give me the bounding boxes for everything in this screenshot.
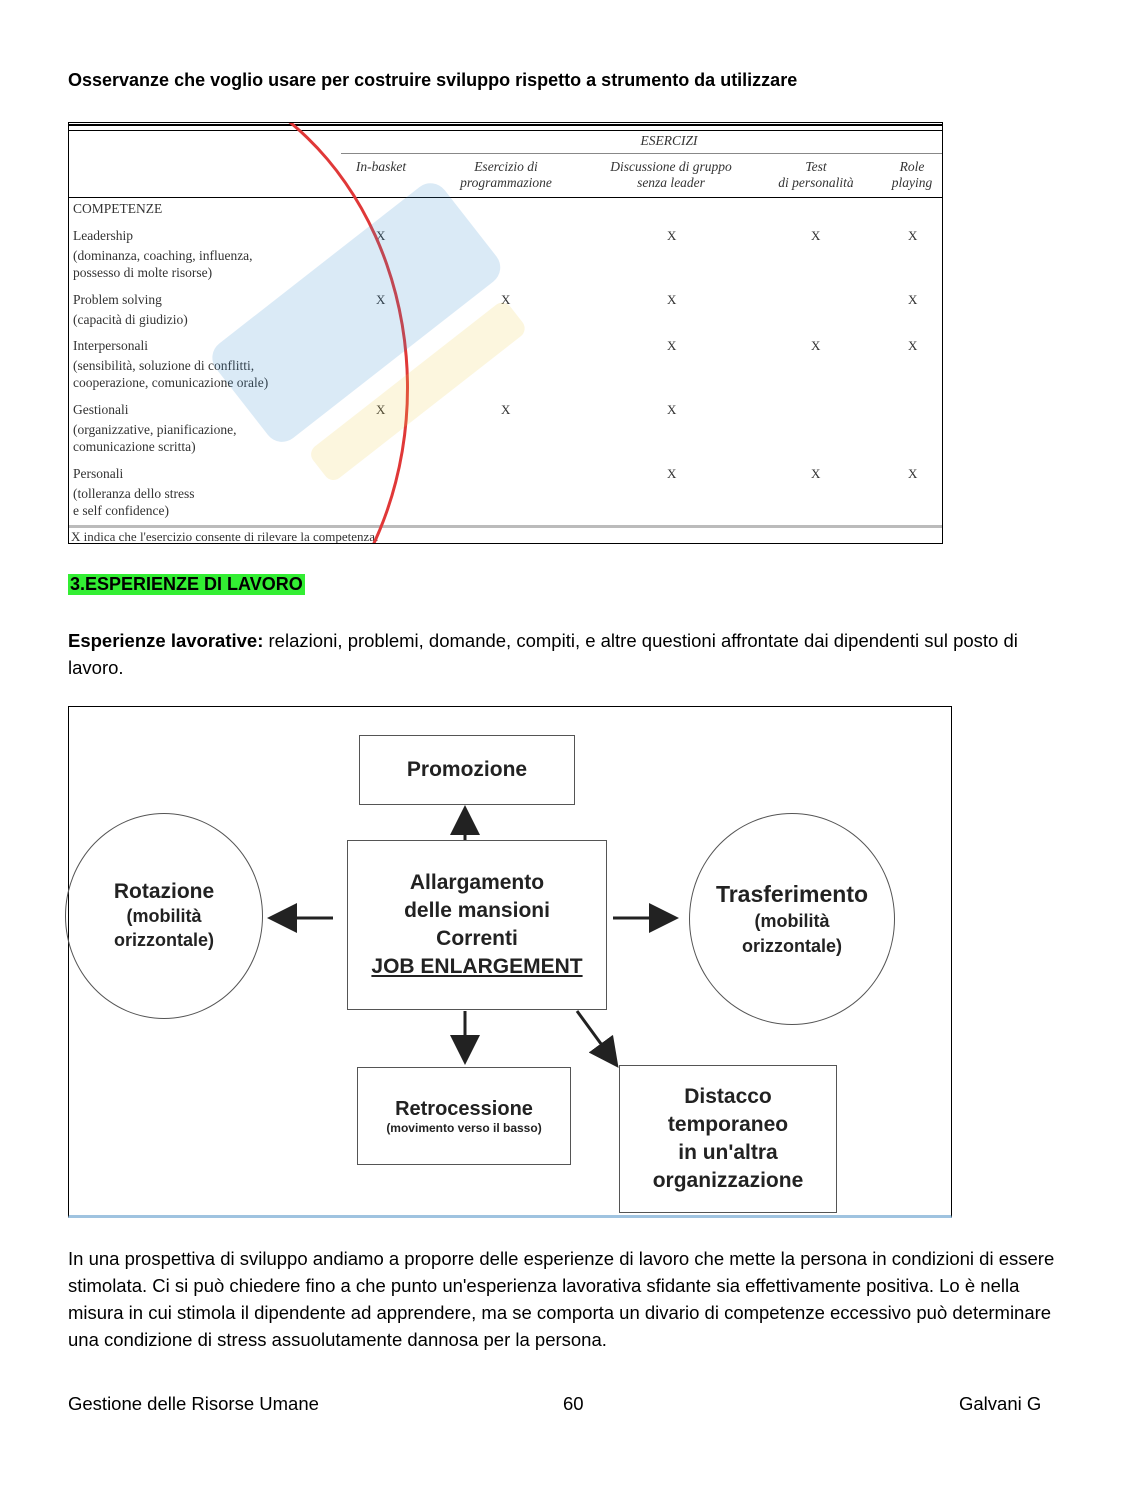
row-gestionali-name: Gestionali — [73, 402, 129, 417]
center-line2: delle mansioni — [404, 899, 550, 922]
table-footnote: X indica che l'esercizio consente di rilevare la competenza. — [71, 529, 379, 544]
footer-page-number: 60 — [563, 1393, 584, 1414]
box-distacco — [619, 1065, 837, 1213]
distacco-line2: temporaneo — [667, 1113, 789, 1136]
row-interpersonali-name: Interpersonali — [73, 338, 148, 353]
box-promozione — [359, 735, 575, 805]
col-role-1: Role — [899, 159, 925, 174]
distacco-line4: organizzazione — [652, 1169, 804, 1192]
retrocessione-title: Retrocessione — [395, 1097, 533, 1120]
row-leadership-name: Leadership — [73, 228, 133, 243]
row-leadership-desc1: (dominanza, coaching, influenza, — [73, 248, 253, 263]
mark: X — [376, 292, 386, 307]
footer-left: Gestione delle Risorse Umane — [68, 1393, 319, 1414]
rotazione-sub2: orizzontale) — [113, 930, 214, 950]
rotazione-title: Rotazione — [113, 880, 215, 903]
rotazione-sub1: (mobilità — [126, 906, 202, 926]
mark: X — [667, 292, 677, 307]
mark: X — [667, 466, 677, 481]
box-retrocessione — [357, 1067, 571, 1165]
mark: X — [908, 466, 918, 481]
mark: X — [376, 402, 386, 417]
col-test-2: di personalità — [778, 175, 854, 190]
mark: X — [908, 228, 918, 243]
trasferimento-sub2: orizzontale) — [741, 935, 842, 956]
mark: X — [376, 228, 386, 243]
circle-rotazione — [65, 813, 263, 1019]
row-personali-desc2: e self confidence) — [73, 503, 169, 518]
career-diagram — [68, 706, 952, 1218]
col-discussione-2: senza leader — [637, 175, 705, 190]
promozione-label: Promozione — [406, 758, 528, 781]
red-annotation-circle — [68, 122, 409, 544]
mark: X — [811, 228, 821, 243]
center-line3: Correnti — [436, 927, 518, 950]
mark: X — [811, 338, 821, 353]
intro-paragraph — [68, 627, 1068, 681]
col-test-1: Test — [805, 159, 827, 174]
row-problem-solving-desc1: (capacità di giudizio) — [73, 312, 188, 327]
col-esercizio-1: Esercizio di — [474, 159, 538, 174]
distacco-line3: in un'altra — [678, 1141, 778, 1164]
col-in-basket: In-basket — [355, 159, 407, 174]
mark: X — [667, 228, 677, 243]
group-header: ESERCIZI — [640, 133, 698, 148]
row-problem-solving-name: Problem solving — [73, 292, 162, 307]
mark: X — [667, 402, 677, 417]
trasferimento-title: Trasferimento — [715, 880, 869, 907]
row-gestionali-desc1: (organizzative, pianificazione, — [73, 422, 237, 437]
mark: X — [811, 466, 821, 481]
competency-table — [68, 122, 943, 544]
page-heading: Osservanze che voglio usare per costruire sviluppo rispetto a strumento da utilizzare — [68, 70, 798, 90]
body-paragraph: In una prospettiva di sviluppo andiamo a proporre delle esperienze di lavoro che mette la persona in condizioni di essere stimolata. Ci si può chiedere fino a che punto un'esperienza lavorativa sfidante sia effettivamente positiva. Lo è nella misura in cui stimola il dipendente ad apprendere, ma se comporta un divario di competenze eccessivo può determinare una condizione di stress assuolutamente dannosa per la persona. — [68, 1248, 1055, 1350]
mark: X — [501, 402, 511, 417]
distacco-line1: Distacco — [684, 1085, 772, 1108]
mark: X — [667, 338, 677, 353]
intro-bold: Esperienze lavorative: — [68, 630, 264, 651]
section-title: 3.ESPERIENZE DI LAVORO — [70, 574, 303, 594]
col-esercizio-2: programmazione — [460, 175, 552, 190]
row-leadership-desc2: possesso di molte risorse) — [73, 265, 213, 280]
retrocessione-sub: (movimento verso il basso) — [386, 1120, 542, 1135]
section-label: COMPETENZE — [73, 201, 163, 216]
col-discussione-1: Discussione di gruppo — [610, 159, 732, 174]
row-interpersonali-desc2: cooperazione, comunicazione orale) — [73, 375, 269, 390]
box-center — [347, 840, 607, 1010]
row-personali-name: Personali — [73, 466, 124, 481]
row-gestionali-desc2: comunicazione scritta) — [73, 439, 196, 454]
trasferimento-sub1: (mobilità — [754, 910, 830, 931]
col-role-2: playing — [891, 175, 933, 190]
mark: X — [501, 292, 511, 307]
center-line1: Allargamento — [409, 871, 545, 894]
row-interpersonali-desc1: (sensibilità, soluzione di conflitti, — [73, 358, 255, 373]
footer-right: Galvani G — [959, 1393, 1042, 1414]
mark: X — [908, 292, 918, 307]
arrow-diagonal — [577, 1011, 615, 1063]
center-line4: JOB ENLARGEMENT — [371, 955, 583, 978]
intro-text: relazioni, problemi, domande, compiti, e altre questioni affrontate dai dipendenti sul posto di lavoro. — [68, 630, 1018, 678]
circle-trasferimento — [689, 813, 895, 1025]
mark: X — [908, 338, 918, 353]
row-personali-desc1: (tolleranza dello stress — [73, 486, 195, 501]
